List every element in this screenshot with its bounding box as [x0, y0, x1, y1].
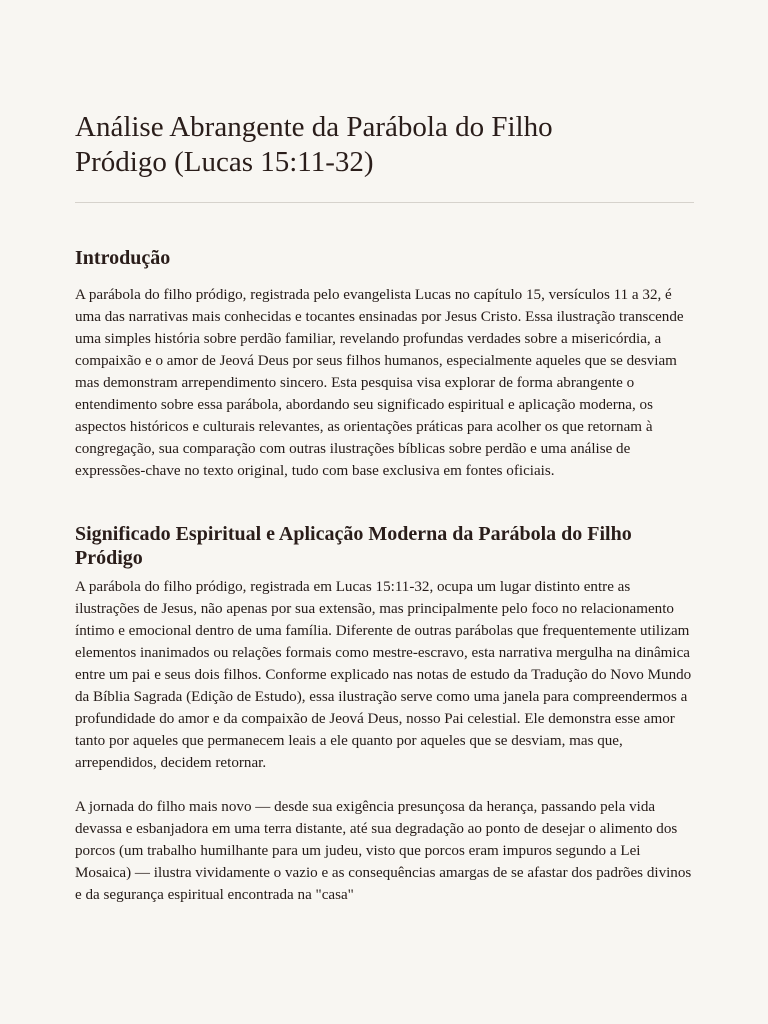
document-title: Análise Abrangente da Parábola do Filho Pródigo (Lucas 15:11-32) [75, 111, 553, 178]
spiritual-meaning-paragraph-2: A jornada do filho mais novo — desde sua exigência presunçosa da herança, passando pela vida devassa e esbanjadora em uma terra distante, até sua degradação ao ponto de desejar o alimento dos porcos (um trabalho humilhante para um judeu, visto que porcos eram impuros segundo a Lei Mosaica) — ilustra vividamente o vazio e as consequências amargas de se afastar dos padrões divinos e da segurança espiritual encontrada na "casa" [75, 799, 692, 903]
spiritual-meaning-paragraph-1: A parábola do filho pródigo, registrada em Lucas 15:11-32, ocupa um lugar distinto entre as ilustrações de Jesus, não apenas por sua extensão, mas principalmente pelo foco no relacionamento íntimo e emocional dentro de uma família. Diferente de outras parábolas que frequentemente utilizam elementos inanimados ou relações formais como mestre-escravo, esta narrativa mergulha na dinâmica entre um pai e seus dois filhos. Conforme explicado nas notas de estudo da Tradução do Novo Mundo da Bíblia Sagrada (Edição de Estudo), essa ilustração serve como uma janela para compreendermos a profundidade do amor e da compaixão de Jeová Deus, nosso Pai celestial. Ele demonstra esse amor tanto por aqueles que permanecem leais a ele quanto por aqueles que se desviam, mas que, arrependidos, decidem retornar. [75, 579, 692, 771]
title-divider [75, 202, 694, 203]
section-heading-spiritual-meaning: Significado Espiritual e Aplicação Moderna da Parábola do Filho Pródigo [75, 523, 632, 569]
introduction-paragraph: A parábola do filho pródigo, registrada pelo evangelista Lucas no capítulo 15, versículos 11 a 32, é uma das narrativas mais conhecidas e tocantes ensinadas por Jesus Cristo. Essa ilustração transcende uma simples história sobre perdão familiar, revelando profundas verdades sobre a misericórdia, a compaixão e o amor de Jeová Deus por seus filhos humanos, especialmente aqueles que se desviam mas demonstram arrependimento sincero. Esta pesquisa visa explorar de forma abrangente o entendimento sobre essa parábola, abordando seu significado espiritual e aplicação moderna, os aspectos históricos e culturais relevantes, as orientações práticas para acolher os que retornam à congregação, sua comparação com outras ilustrações bíblicas sobre perdão e uma análise de expressões-chave no texto original, tudo com base exclusiva em fontes oficiais. [75, 287, 684, 479]
section-heading-introduction: Introdução [75, 247, 171, 269]
